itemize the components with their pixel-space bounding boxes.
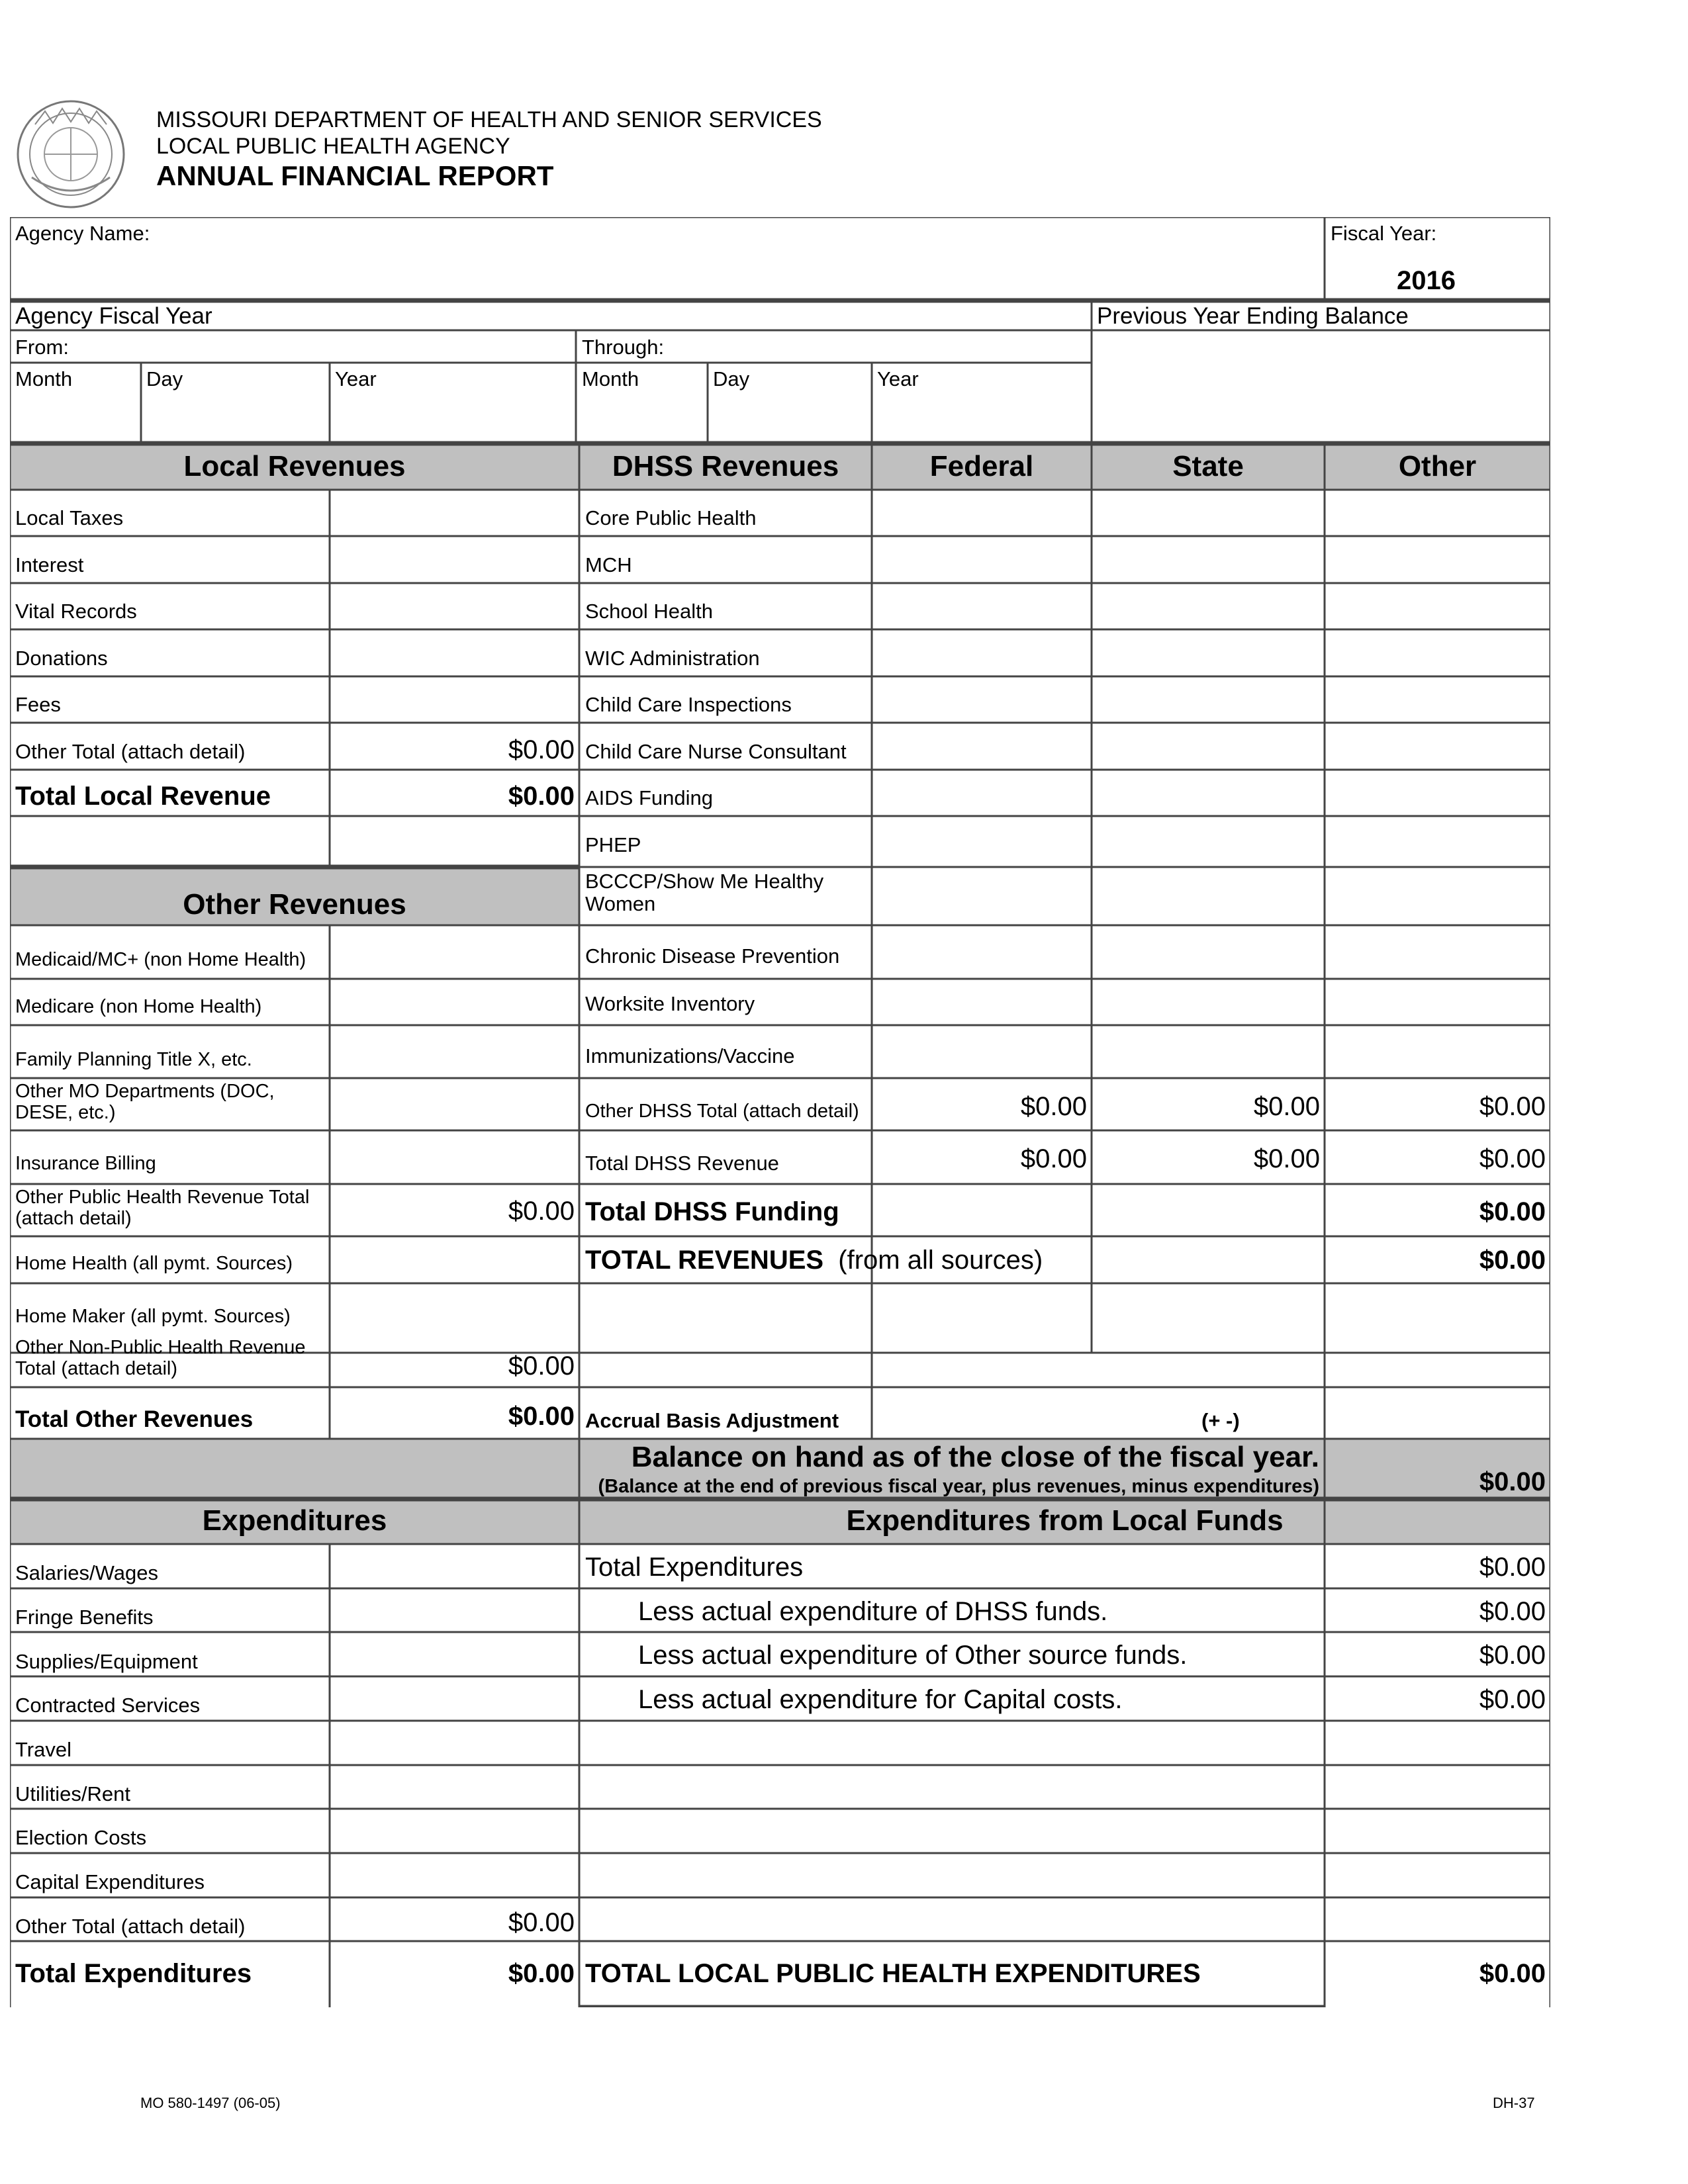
total-dhss-federal-value: $0.00 [1020, 1144, 1087, 1173]
other-revenue-label: Other MO Departments (DOC, DESE, etc.) [15, 1081, 275, 1123]
through-label: Through: [582, 336, 665, 359]
accrual-label: Accrual Basis Adjustment [585, 1409, 839, 1432]
expenditure-other-total-value: $0.00 [508, 1908, 575, 1937]
local-funds-header: Expenditures from Local Funds [846, 1504, 1284, 1537]
from-label: From: [15, 336, 69, 359]
state-header: State [1172, 450, 1244, 482]
through-month-label: Month [582, 367, 639, 390]
dhss-revenue-label: Child Care Nurse Consultant [585, 740, 847, 763]
other-dhss-total-label: Other DHSS Total (attach detail) [585, 1101, 859, 1122]
other-revenue-label: Medicare (non Home Health) [15, 996, 262, 1017]
other-public-health-total-value: $0.00 [508, 1197, 575, 1226]
less-dhss-value: $0.00 [1479, 1597, 1546, 1626]
other-revenue-label: Other Public Health Revenue Total (attach detail) [15, 1187, 310, 1229]
dhss-revenue-label: Immunizations/Vaccine [585, 1044, 795, 1068]
expenditures-header: Expenditures [202, 1504, 387, 1537]
expenditure-label: Utilities/Rent [15, 1782, 130, 1805]
agency-name-label: Agency Name: [15, 222, 150, 245]
expenditure-label: Election Costs [15, 1826, 147, 1849]
local-other-total-value: $0.00 [508, 735, 575, 764]
through-day-label: Day [713, 367, 750, 390]
form-code: DH-37 [1493, 2095, 1535, 2111]
expenditure-label: Travel [15, 1738, 71, 1761]
other-dhss-federal-value: $0.00 [1020, 1092, 1087, 1121]
expenditure-label: Capital Expenditures [15, 1870, 205, 1893]
total-dhss-revenue-label: Total DHSS Revenue [585, 1152, 779, 1175]
other-revenue-label: Insurance Billing [15, 1153, 156, 1174]
total-lph-expenditures-label: TOTAL LOCAL PUBLIC HEALTH EXPENDITURES [585, 1959, 1201, 1988]
agency-fiscal-year-label: Agency Fiscal Year [15, 303, 212, 329]
local-revenue-label: Vital Records [15, 600, 137, 623]
expenditure-label: Fringe Benefits [15, 1606, 154, 1629]
total-other-revenues-label: Total Other Revenues [15, 1406, 254, 1432]
dhss-revenue-label: PHEP [585, 833, 641, 856]
dhss-revenue-label: Child Care Inspections [585, 693, 792, 716]
local-revenue-label: Interest [15, 553, 84, 576]
expenditure-label: Supplies/Equipment [15, 1650, 198, 1673]
local-revenues-header: Local Revenues [183, 450, 406, 482]
other-revenue-label: Family Planning Title X, etc. [15, 1049, 252, 1070]
other-dhss-other-value: $0.00 [1479, 1092, 1546, 1121]
total-local-revenue-label: Total Local Revenue [15, 782, 271, 811]
from-year-label: Year [335, 367, 377, 390]
other-header: Other [1398, 450, 1477, 482]
total-revenues-label: TOTAL REVENUES [585, 1246, 824, 1275]
total-dhss-state-value: $0.00 [1253, 1144, 1320, 1173]
dhss-revenue-label: Core Public Health [585, 506, 757, 529]
fiscal-year-value[interactable]: 2016 [1397, 266, 1456, 295]
agency-type: LOCAL PUBLIC HEALTH AGENCY [156, 134, 510, 159]
form-number: MO 580-1497 (06-05) [140, 2095, 281, 2111]
total-local-revenue-value: $0.00 [508, 782, 575, 811]
dhss-revenue-label: AIDS Funding [585, 786, 713, 809]
local-revenue-label: Other Total (attach detail) [15, 740, 246, 763]
total-dhss-funding-value: $0.00 [1479, 1197, 1546, 1226]
total-lph-expenditures-value: $0.00 [1479, 1959, 1546, 1988]
total-revenues-row [585, 1246, 1043, 1275]
other-revenue-label: Home Maker (all pymt. Sources) [15, 1306, 291, 1327]
total-dhss-funding-label: Total DHSS Funding [585, 1197, 839, 1226]
dhss-revenues-header: DHSS Revenues [612, 450, 839, 482]
local-revenue-label: Donations [15, 647, 108, 670]
less-capital-value: $0.00 [1479, 1685, 1546, 1714]
balance-value: $0.00 [1479, 1467, 1546, 1496]
local-funds-total-label: Total Expenditures [585, 1553, 804, 1582]
accrual-sign: (+ -) [1201, 1409, 1240, 1432]
dhss-revenue-label: Chronic Disease Prevention [585, 944, 840, 968]
other-revenues-header: Other Revenues [183, 888, 406, 921]
fiscal-year-label: Fiscal Year: [1331, 222, 1437, 245]
total-expenditures-label: Total Expenditures [15, 1959, 252, 1988]
total-expenditures-value: $0.00 [508, 1959, 575, 1988]
less-dhss-label: Less actual expenditure of DHSS funds. [638, 1597, 1108, 1626]
other-revenue-label: Medicaid/MC+ (non Home Health) [15, 949, 306, 970]
total-dhss-other-value: $0.00 [1479, 1144, 1546, 1173]
total-revenues-suffix: (from all sources) [838, 1246, 1043, 1275]
expenditure-label: Other Total (attach detail) [15, 1915, 246, 1938]
dhss-revenue-label: MCH [585, 553, 632, 576]
total-other-revenues-value: $0.00 [508, 1402, 575, 1431]
dhss-revenue-label: Worksite Inventory [585, 992, 755, 1015]
local-revenue-label: Fees [15, 693, 61, 716]
other-non-public-health-total-value: $0.00 [508, 1351, 575, 1381]
other-revenue-label: Other Non-Public Health Revenue Total (attach detail) [15, 1337, 306, 1379]
from-day-label: Day [146, 367, 183, 390]
less-other-source-value: $0.00 [1479, 1641, 1546, 1670]
dhss-revenue-label: WIC Administration [585, 647, 760, 670]
other-revenue-label: Home Health (all pymt. Sources) [15, 1253, 293, 1274]
report-title: ANNUAL FINANCIAL REPORT [156, 160, 554, 191]
department-name: MISSOURI DEPARTMENT OF HEALTH AND SENIOR SERVICES [156, 107, 822, 132]
from-month-label: Month [15, 367, 73, 390]
less-capital-label: Less actual expenditure for Capital costs. [638, 1685, 1123, 1714]
financial-report-form [10, 217, 1550, 2007]
balance-title: Balance on hand as of the close of the fiscal year. [631, 1441, 1319, 1473]
expenditure-label: Salaries/Wages [15, 1561, 158, 1584]
local-revenue-label: Local Taxes [15, 506, 124, 529]
total-revenues-value: $0.00 [1479, 1246, 1546, 1275]
other-dhss-state-value: $0.00 [1253, 1092, 1320, 1121]
local-funds-total-value: $0.00 [1479, 1553, 1546, 1582]
expenditure-label: Contracted Services [15, 1694, 201, 1717]
previous-balance-label: Previous Year Ending Balance [1097, 303, 1409, 329]
federal-header: Federal [929, 450, 1034, 482]
balance-subtitle: (Balance at the end of previous fiscal year, plus revenues, minus expenditures) [598, 1476, 1319, 1497]
dhss-revenue-label: BCCCP/Show Me Healthy Women [585, 870, 824, 916]
through-year-label: Year [877, 367, 919, 390]
dhss-revenue-label: School Health [585, 600, 714, 623]
less-other-source-label: Less actual expenditure of Other source funds. [638, 1641, 1188, 1670]
missouri-state-seal-icon [12, 98, 130, 210]
